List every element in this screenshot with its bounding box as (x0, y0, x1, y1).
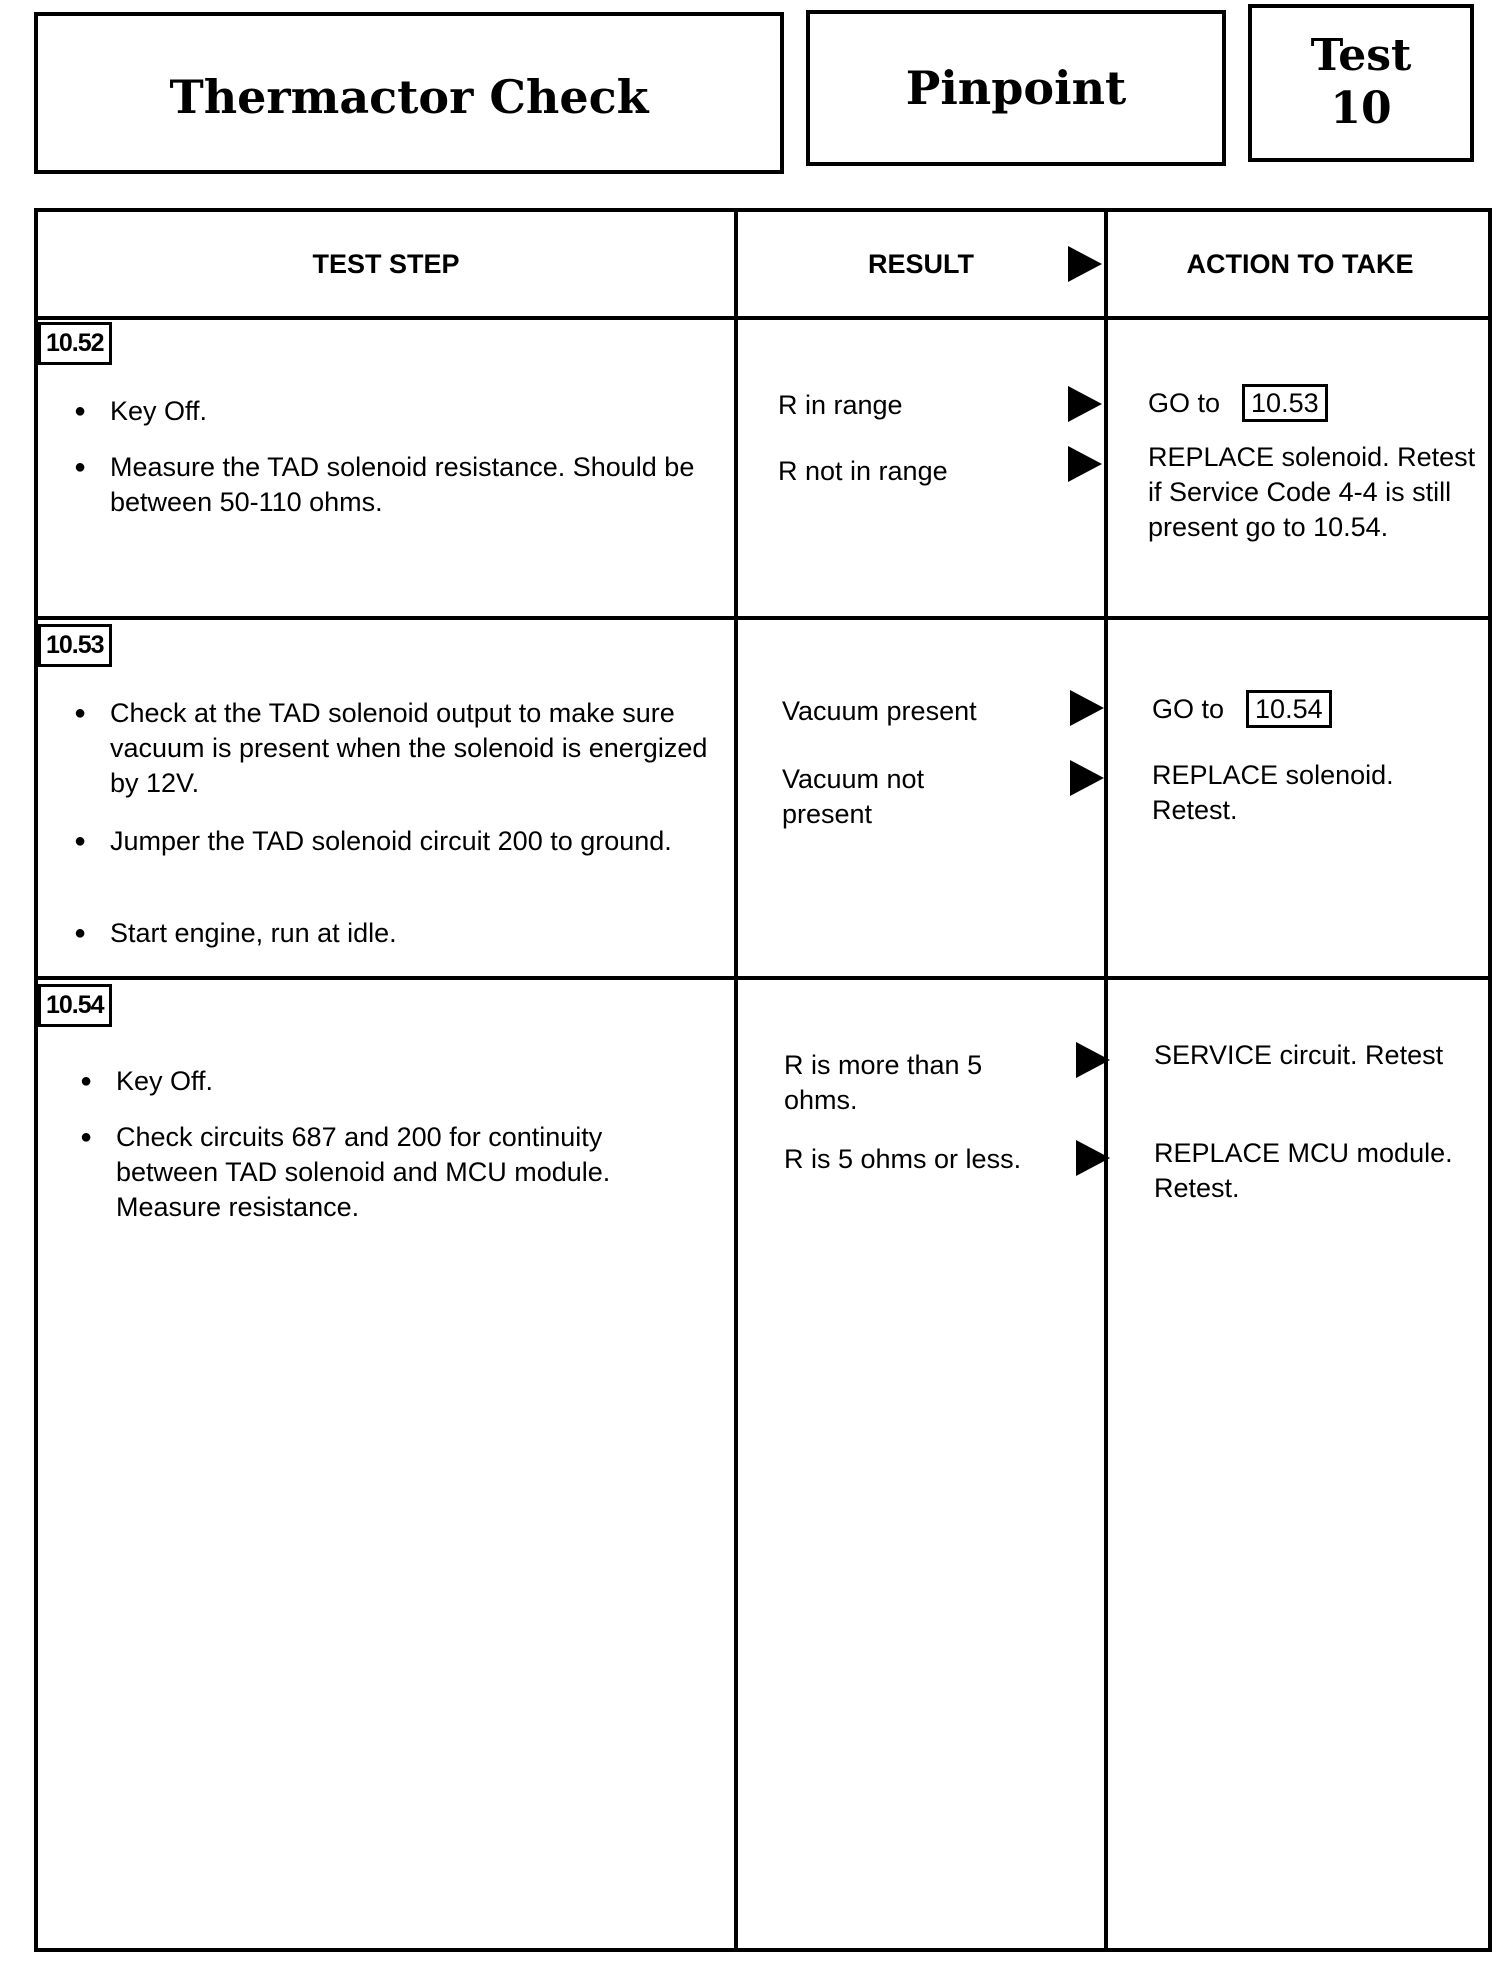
result-arrow-icon (1076, 1042, 1110, 1078)
section-box (806, 10, 1226, 166)
header-result: RESULT (868, 248, 974, 279)
step-bullet: ● Measure the TAD solenoid resistance. Should be between 50-110 ohms. (110, 450, 710, 520)
row-divider (38, 976, 1488, 980)
result-text: Vacuum present (782, 696, 977, 726)
column-divider (734, 212, 738, 1948)
step-bullet: ● Key Off. (110, 394, 710, 429)
title-box (34, 12, 784, 174)
section-label: Pinpoint (905, 61, 1127, 115)
step-reference: 10.54 (1246, 690, 1332, 728)
test-label: Test (1310, 30, 1412, 82)
result-arrow-icon (1070, 690, 1104, 726)
action-goto: GO to (1152, 694, 1225, 724)
step-reference: 10.53 (1242, 384, 1328, 422)
step-bullet: ● Key Off. (116, 1064, 716, 1099)
test-number: 10 (1330, 83, 1392, 134)
header-test-step: TEST STEP (312, 248, 460, 279)
action-text (1148, 384, 1328, 422)
action-text (1152, 690, 1332, 728)
step-bullet: ● Check circuits 687 and 200 for continuity between TAD solenoid and MCU module. Measure resistance. (116, 1120, 696, 1225)
action-goto: GO to (1148, 388, 1221, 418)
action-text: REPLACE MCU module. Retest. (1154, 1138, 1453, 1203)
result-text: R is 5 ohms or less. (784, 1144, 1022, 1174)
row-divider (38, 616, 1488, 620)
result-arrow-icon (1076, 1140, 1110, 1176)
result-arrow-icon (1068, 446, 1102, 482)
header-action: ACTION TO TAKE (1186, 248, 1414, 279)
action-text: REPLACE solenoid. Retest. (1152, 760, 1394, 825)
step-bullet: ● Check at the TAD solenoid output to make sure vacuum is present when the solenoid is energized by 12V. (110, 696, 720, 801)
row-divider (38, 316, 1488, 320)
result-text: R in range (778, 390, 903, 420)
action-text: REPLACE solenoid. Retest if Service Code 4-4 is still present go to 10.54. (1148, 442, 1476, 542)
step-bullet: ● Jumper the TAD solenoid circuit 200 to ground. (110, 824, 710, 859)
action-text: SERVICE circuit. Retest (1154, 1040, 1444, 1070)
result-text: R is more than 5 ohms. (784, 1050, 983, 1115)
step-number: 10.54 (38, 984, 112, 1027)
test-number-box (1248, 4, 1474, 162)
test-table (34, 208, 1492, 1952)
result-text: Vacuum not present (782, 764, 925, 829)
step-bullet: ● Start engine, run at idle. (110, 916, 710, 951)
result-arrow-icon (1070, 760, 1104, 796)
step-number: 10.52 (38, 322, 112, 365)
header-arrow-icon (1068, 246, 1102, 282)
result-arrow-icon (1068, 386, 1102, 422)
step-number: 10.53 (38, 624, 112, 667)
column-divider (1104, 212, 1108, 1948)
page-title: Thermactor Check (169, 70, 649, 124)
result-text: R not in range (778, 456, 948, 486)
